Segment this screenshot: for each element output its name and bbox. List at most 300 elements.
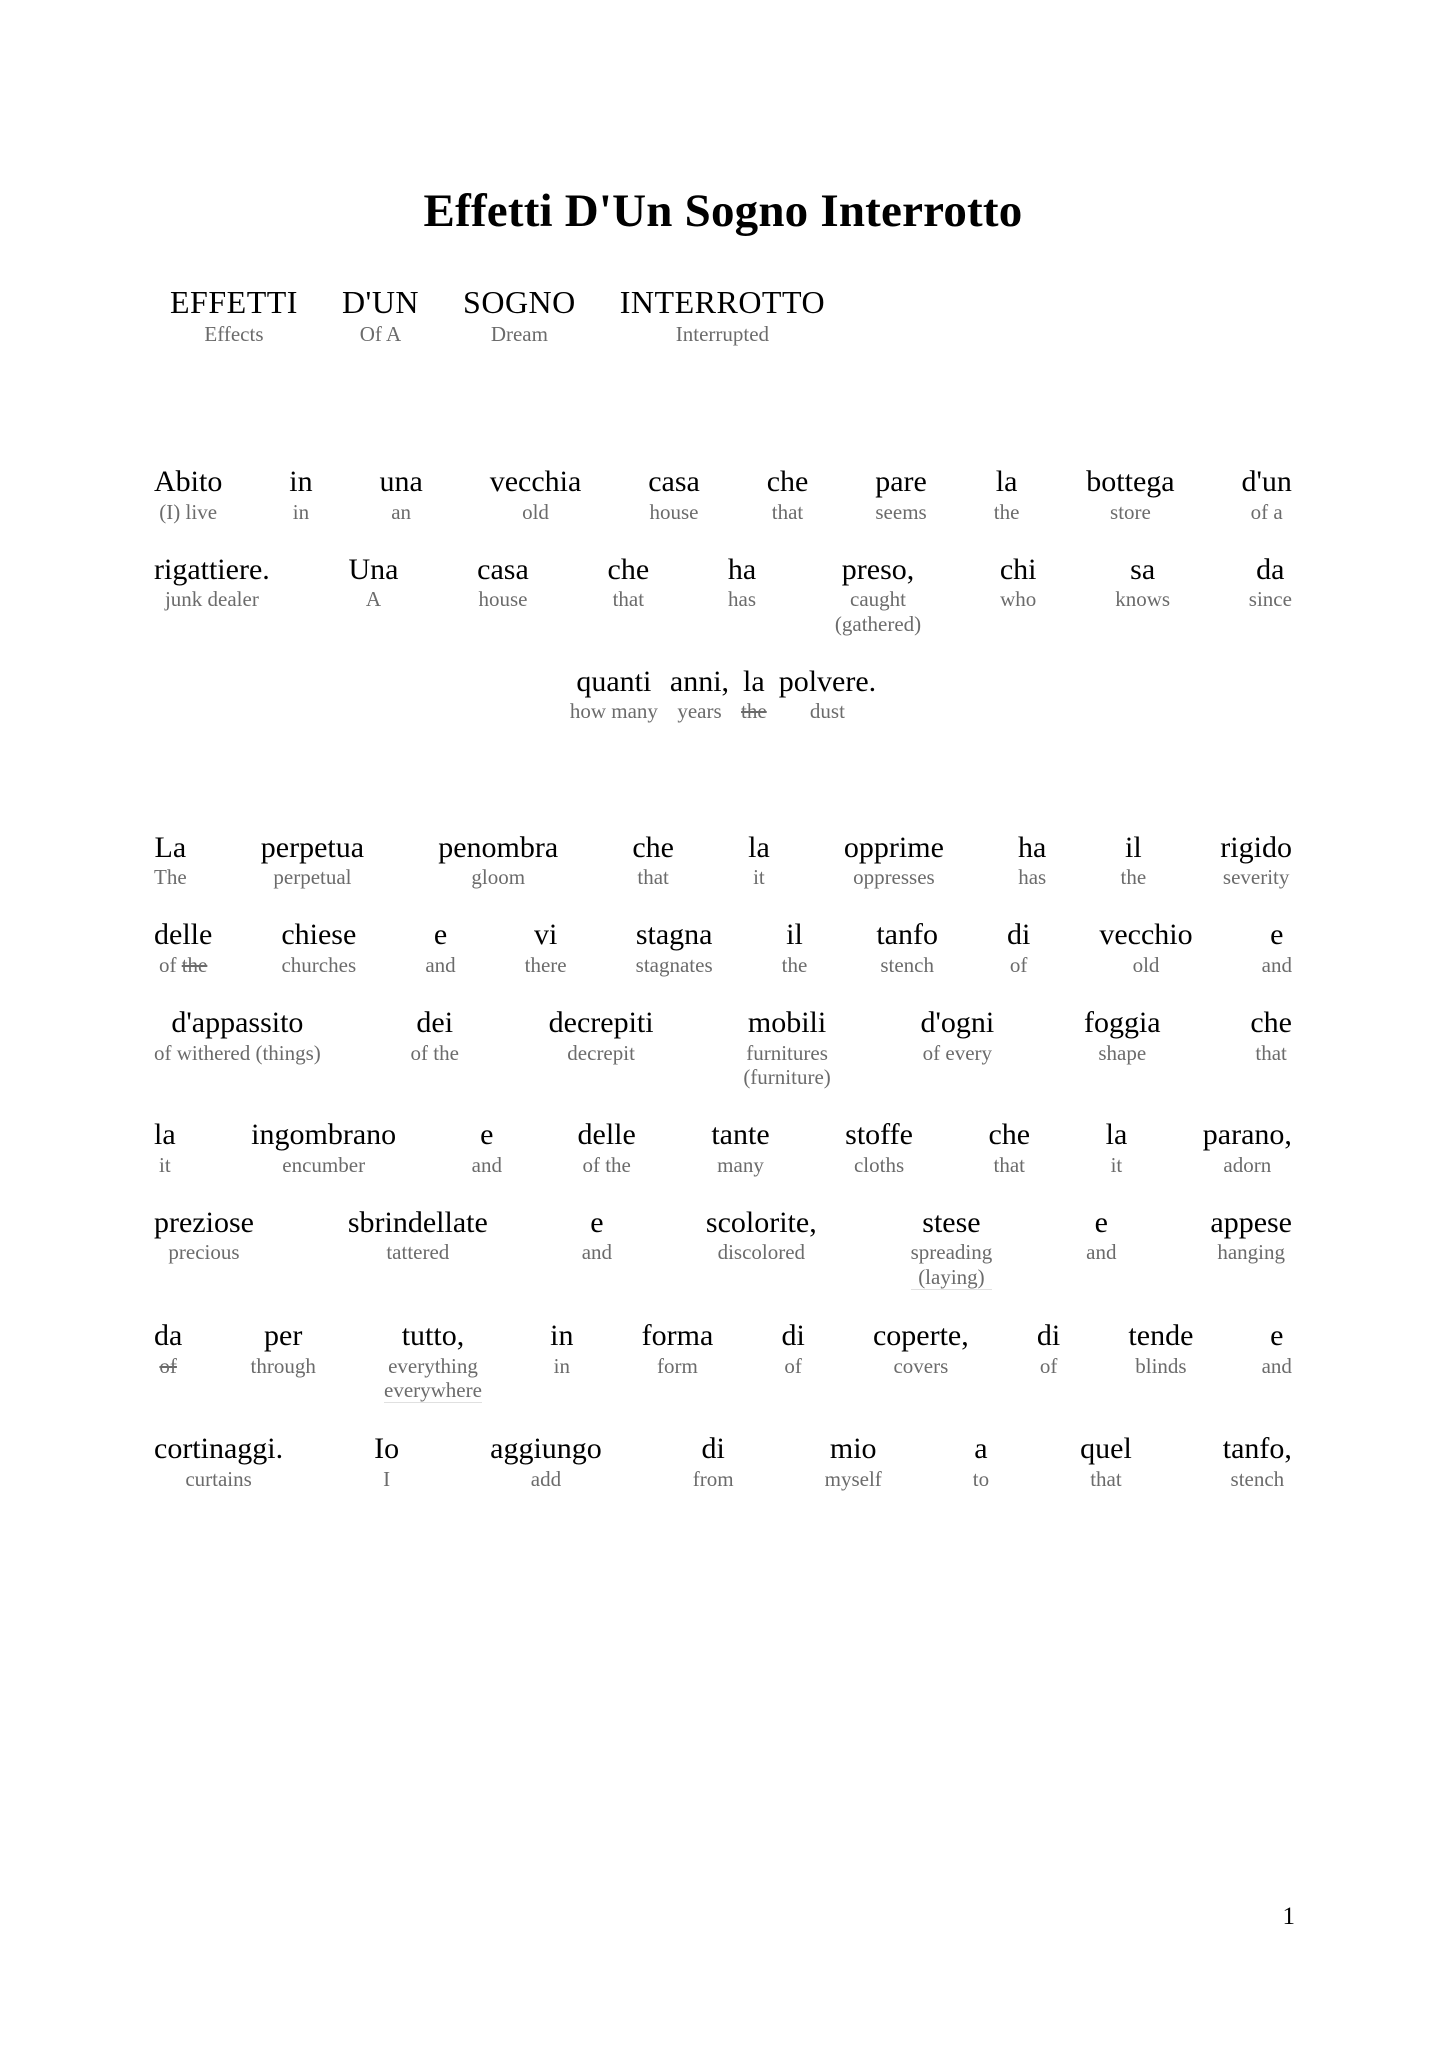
gloss-word: [1098, 1041, 1146, 1065]
gloss-text: spreading: [910, 1240, 993, 1265]
gloss-text: through: [250, 1353, 316, 1378]
source-word: aggiungo: [490, 1432, 602, 1466]
gloss-text: of: [1009, 952, 1028, 977]
gloss-word: [159, 953, 207, 977]
source-word: e: [480, 1118, 494, 1152]
gloss-text: has: [1018, 865, 1047, 890]
gloss-word: [204, 322, 263, 346]
gloss-word: [693, 1467, 734, 1491]
source-word: che: [766, 465, 809, 499]
gloss-text: stagnates: [635, 952, 713, 977]
gloss-text: form: [657, 1353, 698, 1378]
interlinear-pair: [1217, 1431, 1298, 1491]
interlinear-pair: [373, 464, 428, 524]
interlinear-pair: [1204, 1205, 1298, 1265]
gloss-word: [853, 865, 935, 889]
source-word: decrepiti: [548, 1006, 654, 1040]
source-word: in: [550, 1319, 574, 1353]
interlinear-pair: [368, 1431, 405, 1491]
gloss-word: [522, 500, 549, 524]
gloss-word: [1231, 1467, 1285, 1491]
gloss-word: [478, 587, 527, 611]
gloss-word: [718, 1240, 805, 1264]
source-word: preso,: [841, 552, 915, 586]
interlinear-pair: [994, 552, 1043, 612]
gloss-word: [531, 1467, 561, 1491]
gloss-word: [835, 587, 921, 636]
source-word: e: [1094, 1206, 1108, 1240]
gloss-text: and: [1261, 952, 1292, 977]
gloss-word: [525, 953, 567, 977]
source-word: il: [786, 918, 803, 952]
interlinear-pair: [1080, 464, 1180, 524]
source-word: penombra: [438, 830, 559, 864]
source-word: d'ogni: [920, 1006, 995, 1040]
interlinear-pair: [869, 464, 933, 524]
source-word: di: [1036, 1319, 1061, 1353]
source-word: ha: [1018, 830, 1047, 864]
gloss-text: caught: [850, 587, 906, 612]
gloss-word: [657, 1354, 698, 1378]
gloss-word: [1217, 1240, 1285, 1264]
interlinear-pair: [838, 830, 950, 890]
source-word: di: [1006, 918, 1031, 952]
gloss-text: discolored: [717, 1240, 806, 1265]
gloss-text: encumber: [282, 1152, 366, 1177]
interlinear-pair: [1256, 917, 1298, 977]
source-word: la: [995, 465, 1018, 499]
interlinear-pair: [148, 552, 276, 612]
interlinear-pair: [1093, 917, 1198, 977]
gloss-text: house: [478, 587, 528, 612]
page-title: Effetti D'Un Sogno Interrotto: [423, 185, 1023, 237]
interlinear-pair: [1122, 1318, 1199, 1378]
interlinear-pair: [148, 1431, 289, 1491]
interlinear-pair: [148, 1318, 188, 1378]
gloss-word: [1262, 1354, 1292, 1378]
gloss-text: churches: [281, 952, 357, 977]
interlinear-pair: [255, 830, 370, 890]
gloss-text: Of A: [359, 321, 402, 346]
gloss-text: the: [1120, 865, 1147, 890]
gloss-word: [1000, 587, 1036, 611]
gloss-word: [168, 1240, 239, 1264]
gloss-text: old: [522, 499, 549, 524]
gloss-alternate: (laying): [918, 1264, 985, 1289]
source-word: scolorite,: [705, 1206, 817, 1240]
interlinear-pair: [148, 830, 193, 890]
interlinear-pair: [630, 917, 719, 977]
gloss-word: [1255, 1041, 1287, 1065]
gloss-text: hanging: [1217, 1240, 1286, 1265]
gloss-text: I: [383, 1466, 391, 1491]
source-word: EFFETTI: [170, 284, 298, 320]
interlinear-pair: [1214, 830, 1298, 890]
gloss-word: [1111, 1153, 1123, 1177]
source-word: di: [701, 1432, 725, 1466]
source-word: Una: [348, 552, 399, 586]
interlinear-pair: [761, 464, 815, 524]
source-word: tende: [1128, 1319, 1194, 1353]
gloss-text: in: [292, 499, 310, 524]
interlinear-pair: [905, 1205, 999, 1290]
gloss-text: that: [612, 587, 645, 612]
gloss-word: [1133, 953, 1160, 977]
source-word: casa: [477, 552, 529, 586]
interlinear-pair: [776, 917, 814, 977]
interlinear-line: [148, 1318, 1298, 1403]
gloss-word: [582, 1240, 612, 1264]
gloss-text: that: [1255, 1040, 1287, 1065]
source-word: vi: [533, 918, 558, 952]
gloss-word: [1249, 587, 1292, 611]
gloss-word: [491, 322, 548, 346]
source-word: La: [154, 830, 187, 864]
gloss-word: [923, 1041, 992, 1065]
gloss-text: precious: [168, 1240, 240, 1265]
gloss-word: [880, 953, 934, 977]
source-word: mio: [829, 1432, 877, 1466]
gloss-word: [384, 1354, 482, 1404]
gloss-word: [613, 587, 645, 611]
gloss-word: [772, 500, 804, 524]
gloss-word: [650, 500, 699, 524]
interlinear-pair: [626, 830, 680, 890]
interlinear-pair: [742, 830, 776, 890]
gloss-word: [154, 865, 187, 889]
gloss-word: [282, 1153, 365, 1177]
source-word: da: [1256, 552, 1285, 586]
interlinear-pair: [867, 1318, 975, 1378]
gloss-word: [753, 865, 765, 889]
interlinear-pair: [664, 664, 735, 724]
gloss-text: oppresses: [853, 865, 935, 890]
gloss-text: store: [1110, 499, 1151, 524]
page-content: [148, 0, 1298, 1491]
gloss-word: [366, 587, 381, 611]
interlinear-line: [148, 1205, 1298, 1290]
interlinear-pair: [484, 1431, 608, 1491]
source-word: rigido: [1220, 830, 1292, 864]
source-word: chi: [999, 552, 1037, 586]
gloss-text: of: [784, 1353, 802, 1378]
interlinear-line: [148, 664, 1298, 724]
gloss-text: how many: [569, 699, 658, 724]
source-word: stagna: [635, 918, 713, 952]
interlinear-pair: [405, 1005, 465, 1065]
gloss-word: [782, 953, 808, 977]
interlinear-pair: [705, 1117, 775, 1177]
interlinear-pair: [775, 1318, 810, 1378]
interlinear-pair: [378, 1318, 488, 1403]
gloss-text: knows: [1115, 587, 1171, 612]
interlinear-pair: [773, 664, 882, 724]
source-word: che: [632, 830, 674, 864]
interlinear-pair: [1109, 552, 1176, 612]
gloss-word: [386, 1240, 449, 1264]
gloss-word: [411, 1041, 459, 1065]
gloss-text: who: [1000, 587, 1037, 612]
gloss-word: [391, 500, 411, 524]
gloss-text: shape: [1098, 1040, 1147, 1065]
interlinear-pair: [636, 1318, 720, 1378]
gloss-text: perpetual: [273, 865, 352, 890]
interlinear-pair: [572, 1117, 642, 1177]
source-word: vecchio: [1099, 918, 1193, 952]
gloss-text: of withered (things): [154, 1040, 321, 1065]
gloss-text: furnitures: [746, 1040, 828, 1065]
interlinear-pair: [598, 284, 847, 346]
interlinear-pair: [148, 1205, 260, 1265]
gloss-word: [825, 1467, 882, 1491]
interlinear-pair: [576, 1205, 618, 1265]
gloss-alternate: everywhere: [384, 1377, 482, 1402]
source-word: e: [433, 918, 448, 952]
gloss-text: A: [365, 587, 382, 612]
interlinear-line: [148, 1005, 1298, 1089]
gloss-word: [159, 500, 217, 524]
source-word: SOGNO: [463, 284, 576, 320]
interlinear-pair: [1074, 1431, 1138, 1491]
source-word: tanfo: [876, 918, 938, 952]
gloss-text: and: [471, 1152, 502, 1177]
gloss-word: [567, 1041, 635, 1065]
source-word: coperte,: [872, 1319, 969, 1353]
gloss-text: seems: [875, 499, 927, 524]
interlinear-pair: [148, 284, 320, 346]
gloss-word: [471, 865, 525, 889]
gloss-text: Interrupted: [675, 321, 770, 346]
gloss-text: of: [159, 1353, 177, 1378]
gloss-text: and: [1261, 1353, 1292, 1378]
source-word: delle: [154, 918, 213, 952]
gloss-word: [637, 865, 669, 889]
source-word: stoffe: [845, 1118, 913, 1152]
source-word: casa: [648, 465, 700, 499]
interlinear-pair: [1100, 1117, 1134, 1177]
gloss-text: myself: [824, 1466, 882, 1491]
gloss-word: [570, 699, 658, 723]
gloss-text: house: [649, 499, 699, 524]
gloss-word: [1223, 1153, 1271, 1177]
interlinear-pair: [700, 1205, 823, 1265]
gloss-prefix: of: [158, 952, 182, 977]
interlinear-line: [148, 1117, 1298, 1177]
source-word: delle: [577, 1118, 636, 1152]
interlinear-pair: [283, 464, 318, 524]
gloss-text: add: [530, 1466, 562, 1491]
source-word: INTERROTTO: [619, 284, 826, 320]
interlinear-pair: [419, 917, 461, 977]
gloss-word: [1086, 1240, 1116, 1264]
gloss-text: decrepit: [567, 1040, 635, 1065]
interlinear-pair: [342, 1205, 494, 1265]
source-word: sbrindellate: [347, 1206, 488, 1240]
interlinear-pair: [1080, 1205, 1122, 1265]
gloss-word: [159, 1354, 177, 1378]
gloss-text: that: [637, 865, 669, 890]
interlinear-pair: [1236, 464, 1298, 524]
gloss-alternate: (furniture): [743, 1064, 831, 1089]
gloss-word: [1223, 865, 1289, 889]
gloss-word: [281, 953, 356, 977]
gloss-word: [185, 1467, 251, 1491]
gloss-text: stench: [880, 952, 934, 977]
gloss-word: [728, 587, 756, 611]
interlinear-pair: [519, 917, 573, 977]
interlinear-pair: [245, 1318, 322, 1378]
interlinear-pair: [839, 1117, 919, 1177]
source-word: vecchia: [489, 465, 582, 499]
gloss-text: Effects: [204, 321, 264, 346]
gloss-word: [1135, 1354, 1186, 1378]
source-word: Abito: [154, 465, 223, 499]
interlinear-pair: [1078, 1005, 1167, 1065]
gloss-word: [1010, 953, 1028, 977]
source-word: parano,: [1202, 1118, 1292, 1152]
gloss-text: the: [993, 499, 1020, 524]
interlinear-pair: [687, 1431, 740, 1491]
subtitle-interlinear-line: [148, 284, 1298, 346]
source-word: tutto,: [401, 1319, 465, 1353]
interlinear-pair: [342, 552, 404, 612]
source-word: la: [743, 664, 765, 698]
interlinear-pair: [471, 552, 535, 612]
gloss-text: severity: [1222, 865, 1290, 890]
source-word: e: [590, 1206, 604, 1240]
gloss-text: adorn: [1223, 1152, 1272, 1177]
source-word: Io: [374, 1432, 400, 1466]
gloss-text: of the: [582, 1152, 631, 1177]
gloss-word: [1110, 500, 1151, 524]
source-word: per: [264, 1319, 303, 1353]
gloss-text: dust: [809, 699, 845, 724]
gloss-word: [717, 1153, 764, 1177]
gloss-word: [854, 1153, 904, 1177]
stanza: [148, 830, 1298, 1491]
source-word: tante: [711, 1118, 770, 1152]
source-word: cortinaggi.: [154, 1432, 284, 1466]
gloss-word: [743, 1041, 830, 1090]
source-word: chiese: [281, 918, 357, 952]
gloss-word: [360, 322, 401, 346]
source-word: da: [154, 1319, 183, 1353]
page-number: 1: [1282, 1903, 1295, 1930]
gloss-text: of: [1039, 1353, 1058, 1378]
gloss-text: of a: [1250, 499, 1283, 524]
gloss-word: [1018, 865, 1046, 889]
gloss-word: [1090, 1467, 1122, 1491]
gloss-word: [994, 1153, 1026, 1177]
gloss-text: of the: [410, 1040, 459, 1065]
interlinear-pair: [642, 464, 706, 524]
interlinear-pair: [988, 464, 1026, 524]
interlinear-pair: [441, 284, 598, 346]
source-word: sa: [1130, 552, 1156, 586]
source-word: ha: [727, 552, 757, 586]
gloss-word: [994, 500, 1020, 524]
gloss-text: cloths: [853, 1152, 905, 1177]
gloss-text: that: [1090, 1466, 1122, 1491]
source-word: forma: [641, 1319, 714, 1353]
interlinear-line: [148, 917, 1298, 977]
interlinear-line: [148, 552, 1298, 636]
source-word: preziose: [154, 1206, 254, 1240]
interlinear-pair: [737, 1005, 836, 1089]
source-word: la: [154, 1118, 176, 1152]
source-word: una: [379, 465, 423, 499]
gloss-text: (I) live: [159, 499, 218, 524]
interlinear-pair: [1256, 1318, 1298, 1378]
source-word: la: [1105, 1118, 1128, 1152]
interlinear-pair: [1197, 1117, 1298, 1177]
source-word: anni,: [669, 664, 730, 698]
source-word: e: [1270, 1319, 1284, 1353]
gloss-word: [973, 1467, 989, 1491]
source-word: opprime: [843, 830, 944, 864]
gloss-word: [810, 699, 845, 723]
gloss-word: [741, 699, 767, 723]
interlinear-pair: [1012, 830, 1052, 890]
interlinear-pair: [1001, 917, 1036, 977]
interlinear-pair: [148, 464, 228, 524]
gloss-text: that: [771, 499, 804, 524]
source-word: perpetua: [260, 830, 365, 864]
interlinear-line: [148, 464, 1298, 524]
gloss-word: [1040, 1354, 1058, 1378]
interlinear-pair: [148, 917, 218, 977]
gloss-word: [784, 1354, 802, 1378]
gloss-word: [293, 500, 309, 524]
gloss-text: it: [1110, 1152, 1123, 1177]
interlinear-pair: [870, 917, 944, 977]
gloss-text: Dream: [490, 321, 548, 346]
gloss-text: stench: [1230, 1466, 1285, 1491]
source-word: la: [748, 830, 770, 864]
interlinear-pair: [320, 284, 441, 346]
source-word: quanti: [576, 664, 652, 698]
gloss-word: [425, 953, 455, 977]
gloss-word: [554, 1354, 570, 1378]
gloss-text: gloom: [471, 865, 526, 890]
gloss-word: [677, 699, 721, 723]
interlinear-pair: [543, 1005, 660, 1065]
stanzas-container: [148, 464, 1298, 1491]
source-word: rigattiere.: [154, 552, 270, 586]
gloss-text: there: [524, 952, 567, 977]
gloss-text: years: [677, 699, 722, 724]
interlinear-pair: [466, 1117, 508, 1177]
interlinear-pair: [245, 1117, 402, 1177]
interlinear-pair: [735, 664, 773, 724]
gloss-text: junk dealer: [164, 587, 259, 612]
interlinear-pair: [819, 1431, 888, 1491]
gloss-text: and: [425, 952, 456, 977]
source-word: e: [1270, 918, 1284, 952]
interlinear-pair: [722, 552, 762, 612]
gloss-word: [893, 1354, 948, 1378]
gloss-text: many: [717, 1152, 764, 1177]
gloss-word: [636, 953, 713, 977]
source-word: che: [988, 1118, 1031, 1152]
gloss-text: it: [753, 865, 765, 890]
gloss-text: of every: [922, 1040, 993, 1065]
interlinear-line: [148, 830, 1298, 890]
gloss-word: [165, 587, 259, 611]
interlinear-pair: [602, 552, 656, 612]
gloss-alternate: (gathered): [834, 611, 922, 636]
interlinear-line: [148, 1431, 1298, 1491]
